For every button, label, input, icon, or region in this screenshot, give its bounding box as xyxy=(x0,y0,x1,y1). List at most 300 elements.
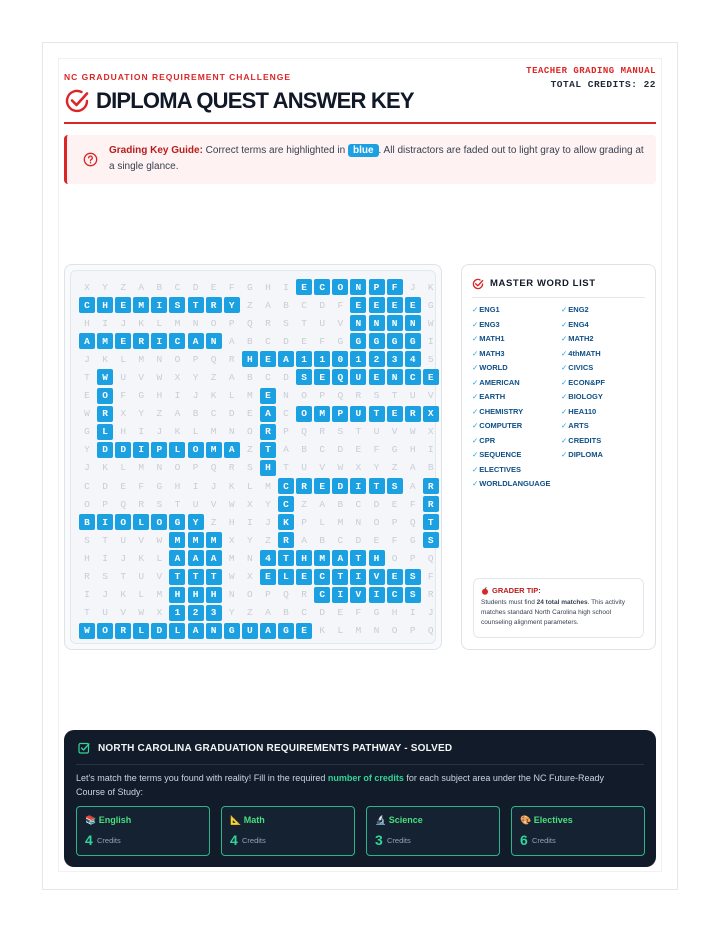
word-label: COMPUTER xyxy=(479,421,523,430)
highlighted-letter-cell: C xyxy=(405,369,421,385)
highlighted-letter-cell: V xyxy=(369,569,385,585)
card-subject: English xyxy=(98,815,132,825)
letter-cell: W xyxy=(156,534,163,546)
letter-cell: F xyxy=(337,299,344,311)
letter-cell: J xyxy=(427,607,434,619)
highlighted-letter-cell: I xyxy=(350,478,366,494)
highlighted-letter-cell: F xyxy=(387,279,403,295)
letter-cell: C xyxy=(337,534,344,546)
highlighted-letter-cell: C xyxy=(314,569,330,585)
highlighted-letter-cell: G xyxy=(405,333,421,349)
highlighted-letter-cell: E xyxy=(260,351,276,367)
highlighted-letter-cell: L xyxy=(278,569,294,585)
letter-cell: X xyxy=(156,607,163,619)
letter-cell: J xyxy=(409,281,416,293)
highlighted-letter-cell: R xyxy=(97,406,113,422)
word-label: MATH1 xyxy=(479,334,505,343)
letter-cell: L xyxy=(138,589,145,601)
page-title: DIPLOMA QUEST ANSWER KEY xyxy=(96,88,414,113)
letter-cell: R xyxy=(265,317,271,329)
grading-guide-callout xyxy=(64,135,656,184)
letter-cell: M xyxy=(246,390,253,402)
letter-cell: B xyxy=(192,408,199,420)
word-label: ENG4 xyxy=(568,319,589,329)
letter-cell: U xyxy=(301,462,307,474)
checkmark-icon: ✓ xyxy=(561,450,568,459)
letter-cell: N xyxy=(283,390,289,402)
highlighted-letter-cell: O xyxy=(97,623,113,639)
pathway-section xyxy=(64,730,656,867)
letter-cell: G xyxy=(156,480,163,492)
highlighted-letter-cell: C xyxy=(314,279,330,295)
letter-cell: G xyxy=(84,426,90,438)
checkmark-icon: ✓ xyxy=(472,363,479,372)
letter-cell: E xyxy=(355,444,362,456)
word-list-title: MASTER WORD LIST xyxy=(490,278,596,289)
highlighted-letter-cell: T xyxy=(278,550,294,566)
letter-cell: J xyxy=(120,317,127,329)
pathway-text-bold: number of credits xyxy=(327,773,404,783)
highlighted-letter-cell: T xyxy=(350,550,366,566)
letter-cell: V xyxy=(138,371,145,383)
letter-cell: U xyxy=(138,571,145,582)
letter-cell: E xyxy=(391,498,398,510)
word-label: ECON&PF xyxy=(568,377,605,387)
letter-cell: P xyxy=(283,426,289,438)
highlighted-letter-cell: N xyxy=(350,315,366,331)
blue-highlight-sample: blue xyxy=(348,144,379,157)
help-circle-icon xyxy=(83,152,98,167)
card-label xyxy=(85,815,131,826)
letter-cell: D xyxy=(228,408,235,420)
highlighted-letter-cell: Y xyxy=(188,514,204,530)
letter-cell: V xyxy=(319,462,326,474)
letter-cell: H xyxy=(265,281,271,293)
word-list-item xyxy=(561,320,650,335)
letter-cell: J xyxy=(102,589,108,601)
letter-cell: M xyxy=(337,516,344,528)
highlighted-letter-cell: S xyxy=(169,297,185,313)
card-credits-value: 3 xyxy=(375,832,383,848)
word-list-item xyxy=(472,407,561,422)
word-label: WORLDLANGUAGE xyxy=(479,479,551,488)
checkmark-icon: ✓ xyxy=(472,319,479,329)
highlighted-letter-cell: C xyxy=(169,333,185,349)
letter-cell: H xyxy=(120,426,127,438)
checkmark-icon: ✓ xyxy=(561,334,568,343)
letter-cell: R xyxy=(301,589,307,601)
letter-cell: R xyxy=(427,589,434,601)
checkmark-icon: ✓ xyxy=(472,305,479,314)
highlighted-letter-cell: E xyxy=(387,297,403,313)
highlighted-letter-cell: H xyxy=(97,297,113,313)
word-list-item xyxy=(472,320,561,335)
letter-cell: M xyxy=(355,625,362,637)
highlighted-letter-cell: I xyxy=(369,587,385,603)
letter-cell: X xyxy=(427,426,434,438)
tip-title-row xyxy=(481,586,636,595)
card-subject: Math xyxy=(243,815,265,825)
highlighted-letter-cell: A xyxy=(169,550,185,566)
letter-cell: T xyxy=(355,426,362,438)
letter-cell: R xyxy=(84,571,90,582)
highlighted-letter-cell: C xyxy=(79,297,95,313)
highlighted-letter-cell: N xyxy=(405,315,421,331)
highlighted-letter-cell: A xyxy=(188,333,204,349)
word-label: ELECTIVES xyxy=(479,464,521,474)
highlighted-letter-cell: 1 xyxy=(169,605,185,621)
letter-cell: A xyxy=(301,534,307,546)
checkmark-icon: ✓ xyxy=(561,392,568,401)
letter-cell: P xyxy=(265,589,271,601)
apple-icon xyxy=(481,587,489,595)
word-label: ENG3 xyxy=(479,319,500,329)
letter-cell: Y xyxy=(228,607,235,619)
letter-cell: Z xyxy=(210,371,217,383)
word-list-item xyxy=(561,436,650,451)
letter-cell: E xyxy=(84,390,90,402)
highlighted-letter-cell: U xyxy=(242,623,258,639)
word-list-item xyxy=(472,421,561,436)
letter-cell: X xyxy=(246,571,253,582)
checkmark-icon: ✓ xyxy=(472,421,479,430)
highlighted-letter-cell: 1 xyxy=(296,351,312,367)
checkmark-icon: ✓ xyxy=(472,348,479,358)
word-list-item xyxy=(472,305,561,320)
checkmark-icon: ✓ xyxy=(472,450,479,459)
letter-cell: T xyxy=(174,498,181,510)
checkmark-icon: ✓ xyxy=(472,377,479,387)
highlighted-letter-cell: D xyxy=(115,442,131,458)
highlighted-letter-cell: E xyxy=(387,406,403,422)
tip-before: Students must find xyxy=(481,599,537,606)
letter-cell: J xyxy=(156,426,163,438)
letter-cell: F xyxy=(373,444,380,456)
word-list-item xyxy=(561,349,650,364)
word-label: DIPLOMA xyxy=(568,450,603,459)
highlighted-letter-cell: O xyxy=(97,388,113,404)
highlighted-letter-cell: I xyxy=(332,587,348,603)
highlighted-letter-cell: I xyxy=(97,514,113,530)
credit-card-math xyxy=(221,806,355,856)
tip-title: GRADER TIP: xyxy=(492,586,541,595)
word-list-item xyxy=(561,407,650,422)
checkmark-icon: ✓ xyxy=(472,392,479,401)
letter-cell: B xyxy=(337,498,344,510)
card-credits-value: 4 xyxy=(230,832,238,848)
highlighted-letter-cell: N xyxy=(206,333,222,349)
word-label: BIOLOGY xyxy=(568,392,603,401)
letter-cell: M xyxy=(138,462,145,474)
letter-cell: F xyxy=(409,498,416,510)
letter-cell: D xyxy=(283,371,289,383)
card-label xyxy=(230,815,265,826)
letter-cell: E xyxy=(337,607,344,619)
word-label: 4thMATH xyxy=(568,348,601,358)
letter-cell: C xyxy=(265,371,271,383)
letter-cell: D xyxy=(192,281,199,293)
letter-cell: I xyxy=(427,444,434,456)
highlighted-letter-cell: A xyxy=(206,550,222,566)
card-credits-unit: Credits xyxy=(387,836,411,845)
letter-cell: C xyxy=(265,335,271,347)
letter-cell: A xyxy=(409,462,416,474)
highlighted-letter-cell: P xyxy=(369,279,385,295)
word-list-item xyxy=(472,349,561,364)
credit-card-electives xyxy=(511,806,645,856)
highlighted-letter-cell: D xyxy=(332,478,348,494)
highlighted-letter-cell: S xyxy=(405,569,421,585)
letter-cell: H xyxy=(228,516,235,528)
letter-grid xyxy=(79,279,439,639)
highlighted-letter-cell: B xyxy=(79,514,95,530)
letter-cell: T xyxy=(84,371,90,383)
highlighted-letter-cell: 1 xyxy=(350,351,366,367)
word-list-item xyxy=(561,305,650,320)
letter-cell: B xyxy=(156,281,163,293)
letter-cell: O xyxy=(174,462,181,474)
highlighted-letter-cell: C xyxy=(387,587,403,603)
letter-cell: G xyxy=(138,390,145,402)
tip-bold: 24 total matches xyxy=(536,599,588,606)
letter-cell: Z xyxy=(156,408,163,420)
letter-cell: Q xyxy=(409,516,416,528)
letter-cell: A xyxy=(283,444,289,456)
highlighted-letter-cell: R xyxy=(260,424,276,440)
letter-cell: L xyxy=(120,353,127,365)
highlighted-letter-cell: H xyxy=(369,550,385,566)
highlighted-letter-cell: C xyxy=(314,587,330,603)
word-label: CHEMISTRY xyxy=(479,406,524,416)
letter-cell: Z xyxy=(391,462,398,474)
highlighted-letter-cell: H xyxy=(188,587,204,603)
highlighted-letter-cell: R xyxy=(115,623,131,639)
letter-cell: D xyxy=(319,299,326,311)
highlighted-letter-cell: I xyxy=(151,333,167,349)
highlighted-letter-cell: S xyxy=(387,478,403,494)
word-label: CREDITS xyxy=(568,435,602,445)
letter-cell: Z xyxy=(265,534,271,546)
checkmark-icon: ✓ xyxy=(472,479,479,488)
letter-cell: E xyxy=(373,534,380,546)
letter-cell: F xyxy=(391,534,398,546)
letter-cell: Q xyxy=(427,625,434,637)
letter-cell: D xyxy=(373,498,380,510)
highlighted-letter-cell: H xyxy=(169,587,185,603)
letter-cell: P xyxy=(192,462,199,474)
letter-cell: R xyxy=(228,462,235,474)
highlighted-letter-cell: M xyxy=(97,333,113,349)
letter-cell: J xyxy=(210,480,217,492)
letter-cell: T xyxy=(301,317,307,329)
letter-cell: Y xyxy=(265,498,271,510)
guide-label: Grading Key Guide: xyxy=(109,145,203,156)
letter-cell: T xyxy=(283,462,289,474)
letter-cell: P xyxy=(409,552,416,564)
letter-cell: I xyxy=(84,589,90,601)
highlighted-letter-cell: R xyxy=(423,478,439,494)
pathway-text-before: Let's match the terms you found with reality! Fill in the required xyxy=(76,773,328,783)
letter-cell: M xyxy=(156,589,163,601)
highlighted-letter-cell: N xyxy=(206,623,222,639)
highlighted-letter-cell: L xyxy=(133,623,149,639)
letter-cell: W xyxy=(337,462,344,474)
highlighted-letter-cell: M xyxy=(169,532,185,548)
letter-cell: C xyxy=(174,281,181,293)
letter-cell: U xyxy=(120,371,127,383)
letter-cell: F xyxy=(120,390,127,402)
highlighted-letter-cell: T xyxy=(423,514,439,530)
letter-cell: K xyxy=(120,589,127,601)
highlighted-letter-cell: G xyxy=(278,623,294,639)
letter-cell: L xyxy=(337,625,344,637)
word-label: ENG1 xyxy=(479,305,500,314)
letter-cell: O xyxy=(174,353,181,365)
letter-cell: S xyxy=(373,390,380,402)
letter-cell: Q xyxy=(283,589,289,601)
letter-cell: L xyxy=(228,390,235,402)
letter-cell: I xyxy=(409,607,416,619)
challenge-eyebrow: NC GRADUATION REQUIREMENT CHALLENGE xyxy=(64,72,292,82)
word-label: SEQUENCE xyxy=(479,450,522,459)
letter-cell: N xyxy=(156,462,163,474)
card-credits-unit: Credits xyxy=(242,836,266,845)
letter-cell: L xyxy=(319,516,326,528)
letter-cell: W xyxy=(228,498,235,510)
word-label: WORLD xyxy=(479,363,508,372)
letter-cell: G xyxy=(246,281,253,293)
letter-cell: E xyxy=(246,408,253,420)
letter-cell: O xyxy=(246,426,253,438)
highlighted-letter-cell: G xyxy=(369,333,385,349)
letter-cell: V xyxy=(391,426,398,438)
letter-cell: R xyxy=(355,390,362,402)
letter-cell: N xyxy=(228,426,235,438)
highlighted-letter-cell: H xyxy=(206,587,222,603)
highlighted-letter-cell: C xyxy=(278,496,294,512)
letter-cell: B xyxy=(283,299,289,311)
guide-text-before: Correct terms are highlighted in xyxy=(202,145,348,156)
highlighted-letter-cell: G xyxy=(169,514,185,530)
word-search-panel xyxy=(64,264,442,650)
letter-cell: N xyxy=(192,317,199,329)
letter-cell: A xyxy=(228,335,235,347)
word-list-item xyxy=(561,363,650,378)
letter-cell: Y xyxy=(192,371,199,383)
letter-cell: H xyxy=(174,480,181,492)
letter-cell: Q xyxy=(210,462,217,474)
letter-cell: K xyxy=(102,462,108,474)
highlighted-letter-cell: I xyxy=(350,569,366,585)
letter-cell: L xyxy=(156,317,163,329)
letter-cell: O xyxy=(84,498,90,510)
card-credits-value: 6 xyxy=(520,832,528,848)
highlighted-letter-cell: I xyxy=(151,297,167,313)
letter-cell: Z xyxy=(246,299,253,311)
word-list-item xyxy=(472,334,561,349)
checkmark-icon: ✓ xyxy=(561,435,568,445)
highlighted-letter-cell: M xyxy=(133,297,149,313)
highlighted-letter-cell: O xyxy=(296,406,312,422)
letter-cell: J xyxy=(120,552,127,564)
highlighted-letter-cell: X xyxy=(423,406,439,422)
letter-cell: Z xyxy=(246,444,253,456)
letter-cell: O xyxy=(391,552,398,564)
letter-cell: K xyxy=(138,552,145,564)
highlighted-letter-cell: 4 xyxy=(260,550,276,566)
letter-cell: G xyxy=(337,335,344,347)
letter-cell: V xyxy=(337,317,344,329)
highlighted-letter-cell: A xyxy=(260,406,276,422)
highlighted-letter-cell: E xyxy=(260,569,276,585)
letter-cell: H xyxy=(84,552,90,564)
letter-cell: S xyxy=(246,462,253,474)
letter-cell: F xyxy=(138,480,145,492)
letter-cell: B xyxy=(319,534,326,546)
highlighted-letter-cell: H xyxy=(260,460,276,476)
letter-cell: N xyxy=(156,353,163,365)
pathway-intro xyxy=(76,771,632,799)
word-list-header xyxy=(472,276,645,298)
highlighted-letter-cell: S xyxy=(405,587,421,603)
credit-cards xyxy=(76,806,645,856)
highlighted-letter-cell: M xyxy=(206,442,222,458)
letter-cell: F xyxy=(228,281,235,293)
letter-cell: V xyxy=(427,390,434,402)
letter-cell: U xyxy=(120,534,127,546)
letter-cell: Q xyxy=(210,353,217,365)
highlighted-letter-cell: K xyxy=(278,514,294,530)
highlighted-letter-cell: V xyxy=(350,587,366,603)
checkmark-icon: ✓ xyxy=(561,377,568,387)
letter-cell: U xyxy=(102,607,108,619)
letter-cell: C xyxy=(301,607,307,619)
letter-cell: D xyxy=(337,444,344,456)
word-list-item xyxy=(472,392,561,407)
letter-cell: X xyxy=(84,281,90,293)
highlighted-letter-cell: A xyxy=(188,550,204,566)
highlighted-letter-cell: S xyxy=(423,532,439,548)
word-label: AMERICAN xyxy=(479,377,520,387)
highlighted-letter-cell: R xyxy=(405,406,421,422)
letter-cell: I xyxy=(174,390,181,402)
letter-cell: S xyxy=(102,571,108,582)
letter-cell: V xyxy=(120,607,127,619)
highlighted-letter-cell: 3 xyxy=(387,351,403,367)
letter-cell: N xyxy=(228,589,235,601)
word-list-item xyxy=(472,378,561,393)
letter-cell: Z xyxy=(301,498,307,510)
letter-cell: X xyxy=(228,534,235,546)
highlighted-letter-cell: Y xyxy=(224,297,240,313)
tip-body xyxy=(481,598,636,628)
highlighted-letter-cell: L xyxy=(169,623,185,639)
highlighted-letter-cell: D xyxy=(97,442,113,458)
highlighted-letter-cell: T xyxy=(188,297,204,313)
card-credits-unit: Credits xyxy=(532,836,556,845)
letter-cell: F xyxy=(355,607,362,619)
highlighted-letter-cell: E xyxy=(260,388,276,404)
letter-cell: M xyxy=(265,480,271,492)
highlighted-letter-cell: E xyxy=(115,333,131,349)
letter-cell: H xyxy=(409,444,416,456)
letter-cell: C xyxy=(319,444,326,456)
books-icon: 📚 xyxy=(85,815,97,825)
letter-cell: Q xyxy=(120,498,127,510)
letter-cell: K xyxy=(210,390,217,402)
letter-cell: A xyxy=(174,408,181,420)
letter-cell: S xyxy=(283,317,289,329)
